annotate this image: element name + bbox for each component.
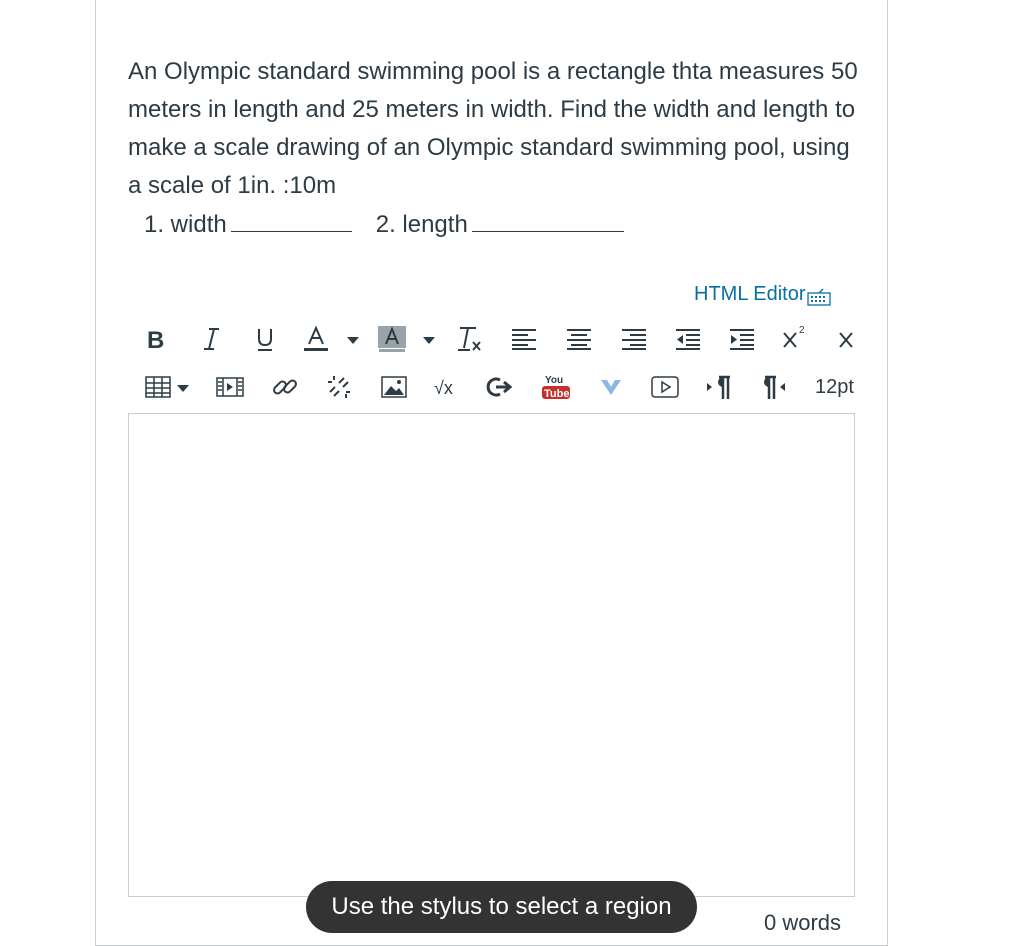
width-label: 1. width [144, 211, 227, 238]
image-button[interactable] [380, 374, 408, 400]
unlink-icon[interactable] [325, 373, 353, 401]
clear-formatting-icon[interactable] [456, 324, 484, 354]
superscript-button[interactable] [781, 322, 809, 352]
length-label: 2. length [375, 211, 468, 238]
media-icon[interactable] [216, 375, 244, 399]
font-color-button[interactable] [303, 324, 329, 354]
subscript-button[interactable] [833, 324, 859, 354]
svg-text:Tube: Tube [544, 388, 570, 400]
svg-text:√x: √x [434, 378, 453, 398]
unlink-button[interactable] [325, 373, 353, 401]
underline-button[interactable] [253, 324, 277, 354]
table-icon[interactable] [145, 375, 171, 399]
rtl-paragraph-button[interactable] [759, 372, 787, 402]
font-color-dropdown[interactable] [345, 330, 361, 350]
align-right-icon[interactable] [621, 327, 647, 351]
question-text: An Olympic standard swimming pool is a rectangle thta measures 50 meters in length and 25 meters in width. Find the width and length to make a scale drawing of an Olympic standard swimming pool, using a scale of 1in. :10m [128, 58, 858, 199]
html-editor-label[interactable]: HTML Editor [694, 283, 806, 305]
bold-icon[interactable] [145, 326, 167, 352]
subscript-icon[interactable] [833, 324, 859, 354]
link-icon[interactable] [271, 373, 299, 401]
ltr-paragraph-icon[interactable] [705, 373, 733, 401]
answer-blanks [144, 205, 624, 244]
image-icon[interactable] [381, 375, 407, 399]
chevron-down-icon[interactable] [176, 383, 190, 393]
lti-apps-button[interactable] [486, 374, 516, 400]
media-button[interactable] [216, 374, 244, 400]
background-color-dropdown[interactable] [421, 330, 437, 350]
video-embed-icon[interactable] [651, 375, 679, 399]
table-button[interactable] [144, 374, 172, 400]
bold-button[interactable] [144, 324, 168, 354]
rtl-paragraph-icon[interactable] [759, 373, 787, 401]
ltr-paragraph-button[interactable] [705, 372, 733, 402]
rich-text-editor[interactable] [128, 413, 855, 897]
font-color-icon[interactable] [303, 324, 329, 354]
length-blank [472, 205, 624, 232]
outdent-button[interactable] [675, 326, 701, 352]
indent-button[interactable] [729, 326, 755, 352]
font-size-select[interactable] [815, 374, 857, 400]
math-equation-button[interactable] [432, 374, 464, 400]
svg-text:You: You [545, 375, 564, 386]
word-count: 0 words [764, 910, 842, 935]
align-left-icon[interactable] [511, 327, 537, 351]
svg-text:2: 2 [799, 325, 805, 336]
svg-text:B: B [147, 327, 165, 352]
youtube-icon[interactable] [541, 373, 571, 401]
youtube-button[interactable] [541, 373, 571, 401]
width-blank [231, 205, 352, 232]
align-center-button[interactable] [566, 326, 592, 352]
chevron-down-icon[interactable] [346, 335, 360, 345]
background-color-button[interactable] [378, 324, 406, 354]
underline-icon[interactable] [254, 325, 276, 353]
clear-formatting-button[interactable] [456, 324, 484, 354]
lti-apps-icon[interactable] [486, 375, 516, 399]
align-right-button[interactable] [621, 326, 647, 352]
outdent-icon[interactable] [675, 327, 701, 351]
background-color-icon[interactable] [378, 324, 406, 354]
italic-button[interactable] [199, 324, 223, 354]
stylus-toast: Use the stylus to select a region [306, 881, 697, 933]
indent-icon[interactable] [729, 327, 755, 351]
v-app-icon[interactable] [598, 375, 624, 399]
table-dropdown[interactable] [175, 381, 191, 395]
v-app-button[interactable] [597, 374, 625, 400]
italic-icon[interactable] [200, 326, 222, 352]
superscript-icon[interactable] [781, 322, 809, 352]
html-editor-link[interactable] [694, 283, 831, 306]
link-button[interactable] [271, 373, 299, 401]
font-size-value[interactable]: 12pt [815, 375, 854, 398]
chevron-down-icon[interactable] [422, 335, 436, 345]
math-equation-icon[interactable] [433, 375, 463, 399]
align-left-button[interactable] [511, 326, 537, 352]
video-embed-button[interactable] [651, 374, 679, 400]
align-center-icon[interactable] [566, 327, 592, 351]
keyboard-icon[interactable] [807, 288, 831, 306]
